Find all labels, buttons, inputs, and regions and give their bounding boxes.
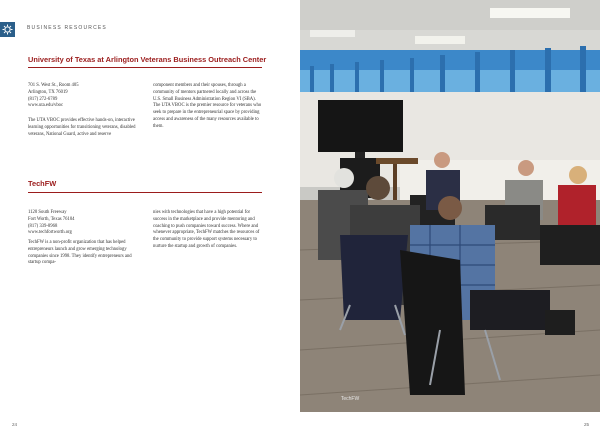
section-badge [0, 22, 15, 37]
section-label: BUSINESS RESOURCES [27, 25, 107, 31]
org-description-right-uta-vboc: component members and their spouses, through a community of mentors partnered locally and across the U.S. Small Business Administration Region VI (SBA). The UTA VBOC is the premier resource for veterans who seek to prepare in the entrepreneurial space by providing access and awareness of the many resources available to them. [153, 83, 262, 129]
org-title-uta-vboc: University of Texas at Arlington Veterans Business Outreach Center [28, 55, 267, 64]
page-number-right: 25 [584, 422, 590, 427]
gear-icon [0, 22, 15, 37]
org-description-left-techfw: TechFW is a non-profit organization that has helped entrepreneurs launch and grow emerging technology companies since 1998. They identify entrepreneurs and startup compa- [28, 240, 132, 266]
section-rule [28, 192, 262, 193]
section-rule [28, 67, 262, 68]
org-description-right-techfw: nies with technologies that have a high potential for success in the marketplace and provide mentoring and coaching to push companies toward success. Where and whenever appropriate, TechFW matches the resources of the community to provide support systems necessary to nurture the startup and growth of companies. [153, 210, 260, 249]
org-title-techfw: TechFW [28, 179, 57, 188]
org-description-left-uta-vboc: The UTA VBOC provides effective hands-on, interactive learning opportunities for transitioning veterans, disabled veterans, National Guard, active and reserve [28, 118, 136, 137]
event-photo [300, 0, 600, 412]
photo-watermark: TechFW [340, 396, 360, 402]
org-contact-uta-vboc: 701 S. West St., Room 405 Arlington, TX 76019 (817) 272-6789 www.uta.edu/vboc [28, 83, 79, 109]
org-contact-techfw: 1120 South Freeway Fort Worth, Texas 76104 (817) 339-8968 www.techfortworth.org [28, 210, 75, 236]
page-number-left: 24 [12, 422, 18, 427]
